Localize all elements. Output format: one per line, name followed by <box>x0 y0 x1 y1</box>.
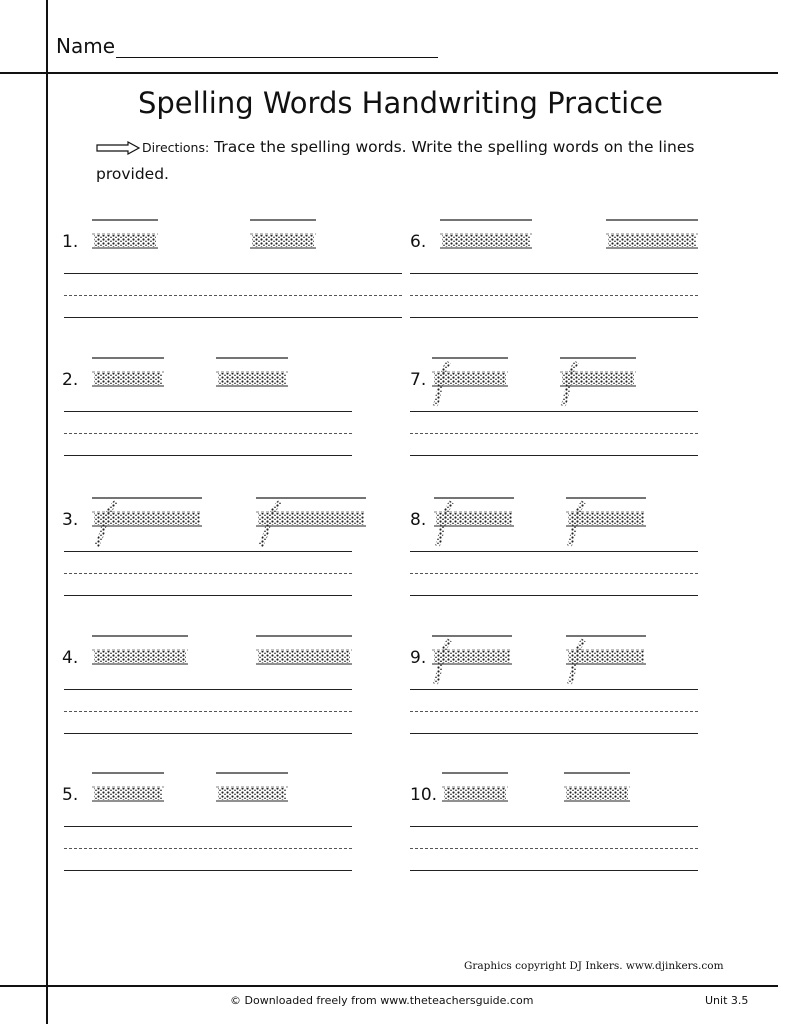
writing-top-line <box>410 273 698 274</box>
item-number: 7. <box>410 370 427 390</box>
writing-mid-line <box>64 433 352 434</box>
writing-mid-line <box>410 573 698 574</box>
trace-word-1[interactable] <box>92 352 164 412</box>
writing-top-line <box>64 689 352 690</box>
directions-text: Trace the spelling words. Write the spelling words on the lines provided. <box>96 138 695 183</box>
trace-word-2[interactable] <box>250 214 316 274</box>
writing-mid-line <box>64 711 352 712</box>
writing-mid-line <box>410 433 698 434</box>
writing-lines[interactable] <box>64 826 352 874</box>
writing-top-line <box>64 273 402 274</box>
trace-word-1[interactable] <box>92 767 164 827</box>
name-row <box>56 34 438 58</box>
trace-word-1[interactable] <box>432 352 508 412</box>
writing-base-line <box>64 733 352 734</box>
page-title: Spelling Words Handwriting Practice <box>137 86 664 120</box>
writing-base-line <box>64 595 352 596</box>
writing-base-line <box>410 317 698 318</box>
writing-mid-line <box>64 848 352 849</box>
writing-base-line <box>410 733 698 734</box>
trace-word-2[interactable] <box>216 352 288 412</box>
writing-lines[interactable] <box>64 689 352 737</box>
writing-base-line <box>64 455 352 456</box>
writing-top-line <box>410 551 698 552</box>
item-number: 6. <box>410 232 427 252</box>
writing-lines[interactable] <box>64 273 402 321</box>
margin-line <box>46 0 48 1024</box>
writing-base-line <box>64 870 352 871</box>
writing-mid-line <box>64 295 402 296</box>
trace-word-2[interactable] <box>560 352 636 412</box>
item-number: 10. <box>410 785 438 805</box>
writing-mid-line <box>410 711 698 712</box>
graphics-credit: Graphics copyright DJ Inkers. www.djinkers.com <box>464 960 724 972</box>
item-number: 5. <box>62 785 79 805</box>
writing-base-line <box>410 595 698 596</box>
trace-word-2[interactable] <box>216 767 288 827</box>
writing-lines[interactable] <box>410 273 698 321</box>
writing-lines[interactable] <box>64 411 352 459</box>
trace-word-1[interactable] <box>92 214 158 274</box>
writing-mid-line <box>64 573 352 574</box>
directions <box>96 134 736 187</box>
writing-top-line <box>64 551 352 552</box>
trace-word-2[interactable] <box>256 630 352 690</box>
writing-lines[interactable] <box>64 551 352 599</box>
writing-base-line <box>410 870 698 871</box>
footer-divider <box>0 985 778 987</box>
name-label: Name <box>56 34 116 58</box>
trace-word-1[interactable] <box>434 492 514 552</box>
trace-word-1[interactable] <box>440 214 532 274</box>
writing-lines[interactable] <box>410 551 698 599</box>
writing-top-line <box>410 826 698 827</box>
unit-label: Unit 3.5 <box>705 994 749 1007</box>
writing-top-line <box>410 689 698 690</box>
trace-word-2[interactable] <box>566 630 646 690</box>
writing-top-line <box>410 411 698 412</box>
item-number: 2. <box>62 370 79 390</box>
directions-label: Directions: <box>142 140 210 155</box>
trace-word-2[interactable] <box>606 214 698 274</box>
item-number: 8. <box>410 510 427 530</box>
trace-word-1[interactable] <box>432 630 512 690</box>
trace-word-2[interactable] <box>564 767 630 827</box>
name-blank-line[interactable] <box>116 37 438 58</box>
trace-word-1[interactable] <box>442 767 508 827</box>
writing-lines[interactable] <box>410 826 698 874</box>
header-divider <box>0 72 778 74</box>
writing-mid-line <box>410 848 698 849</box>
trace-word-2[interactable] <box>566 492 646 552</box>
writing-lines[interactable] <box>410 411 698 459</box>
trace-word-2[interactable] <box>256 492 366 552</box>
item-number: 9. <box>410 648 427 668</box>
writing-top-line <box>64 411 352 412</box>
trace-word-1[interactable] <box>92 630 188 690</box>
arrow-right-icon <box>96 141 140 155</box>
writing-lines[interactable] <box>410 689 698 737</box>
writing-base-line <box>410 455 698 456</box>
trace-word-1[interactable] <box>92 492 202 552</box>
item-number: 3. <box>62 510 79 530</box>
item-number: 4. <box>62 648 79 668</box>
download-source: © Downloaded freely from www.theteachersguide.com <box>230 994 534 1007</box>
writing-base-line <box>64 317 402 318</box>
writing-mid-line <box>410 295 698 296</box>
writing-top-line <box>64 826 352 827</box>
item-number: 1. <box>62 232 79 252</box>
